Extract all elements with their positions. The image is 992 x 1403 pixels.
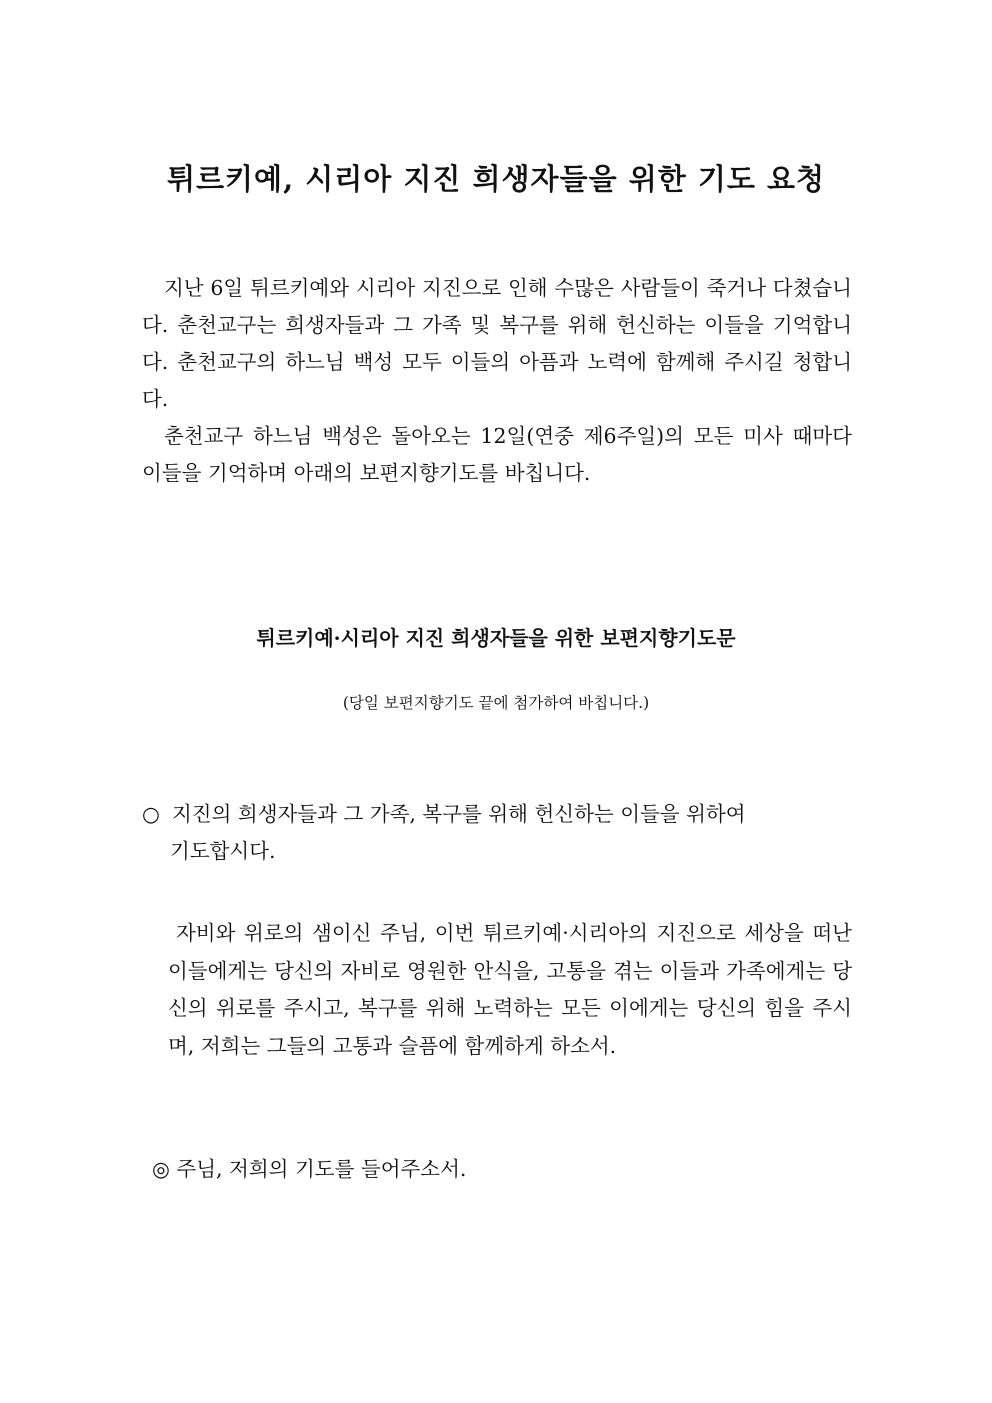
intention-line-1: [142, 796, 852, 833]
prayer-response: ◎ 주님, 저희의 기도를 들어주소서.: [152, 1157, 467, 1181]
intro-section: [142, 270, 852, 492]
prayer-title: 튀르키예·시리아 지진 희생자들을 위한 보편지향기도문: [256, 626, 736, 650]
document-title: 튀르키예, 시리아 지진 희생자들을 위한 기도 요청: [167, 162, 825, 196]
prayer-body: [168, 915, 852, 1065]
intention-line-2: 기도합시다.: [170, 839, 276, 863]
prayer-intention: [142, 796, 852, 870]
circle-bullet-icon: ○: [142, 802, 160, 826]
intention-text: 지진의 희생자들과 그 가족, 복구를 위해 헌신하는 이들을 위하여: [172, 802, 746, 826]
prayer-note: (당일 보편지향기도 끝에 첨가하여 바칩니다.): [342, 694, 650, 712]
intro-paragraph-1: 지난 6일 튀르키예와 시리아 지진으로 인해 수많은 사람들이 죽거나 다쳤습니다. 춘천교구는 희생자들과 그 가족 및 복구를 위해 헌신하는 이들을 기억합니다. 춘천교구의 하느님 백성 모두 이들의 아픔과 노력에 함께해 주시길 청합니다.: [142, 276, 852, 411]
intro-paragraph-2: 춘천교구 하느님 백성은 돌아오는 12일(연중 제6주일)의 모든 미사 때마다 이들을 기억하며 아래의 보편지향기도를 바칩니다.: [142, 424, 852, 485]
prayer-body-text: 자비와 위로의 샘이신 주님, 이번 튀르키예·시리아의 지진으로 세상을 떠난 이들에게는 당신의 자비로 영원한 안식을, 고통을 겪는 이들과 가족에게는 당신의 위로를 주시고, 복구를 위해 노력하는 모든 이에게는 당신의 힘을 주시며, 저희는 그들의 고통과 슬픔에 함께하게 하소서.: [168, 921, 852, 1058]
